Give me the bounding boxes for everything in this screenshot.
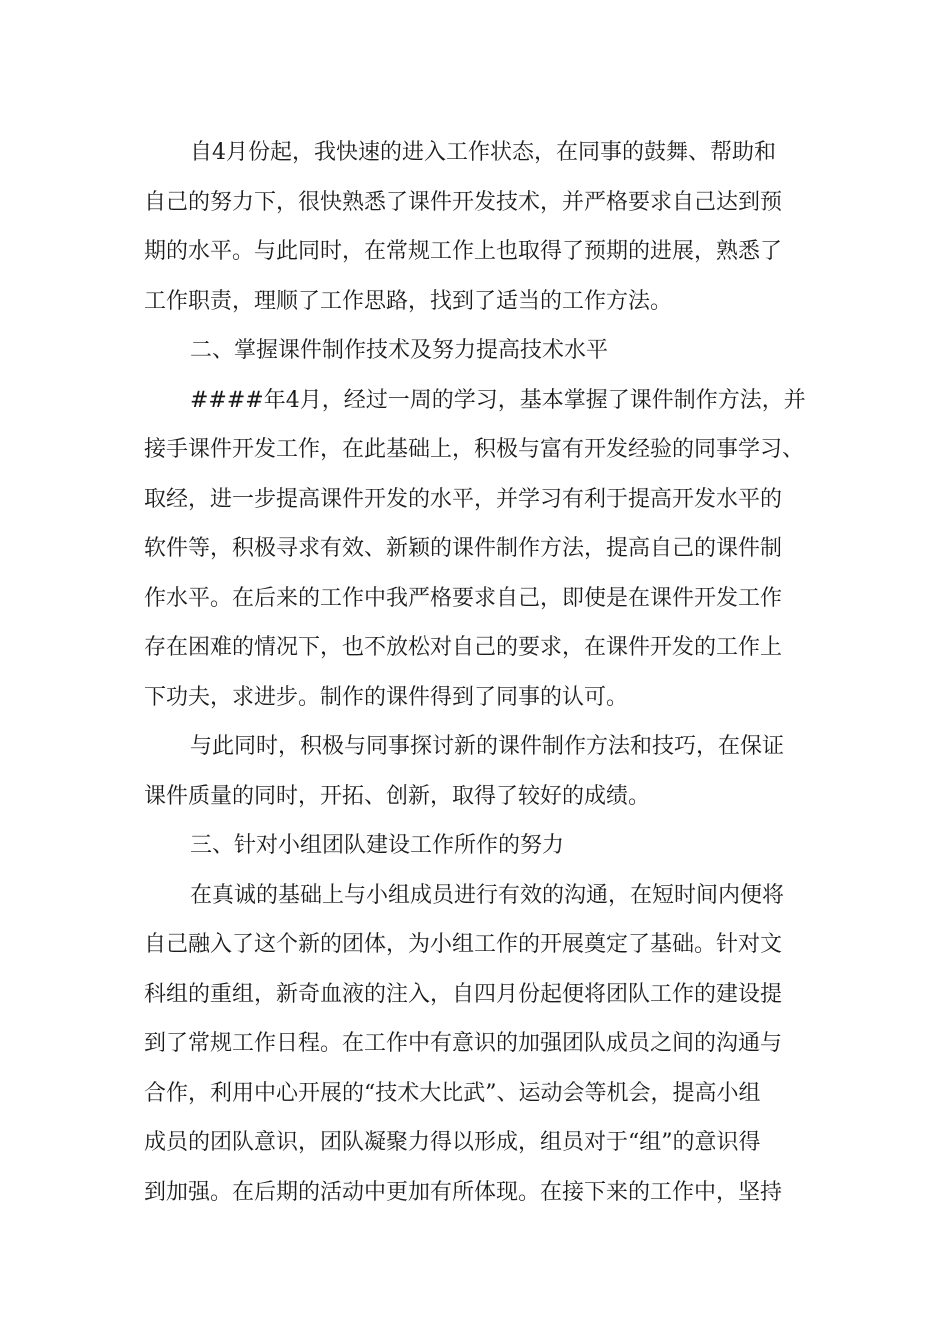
text-line: 自己的努力下，很快熟悉了课件开发技术，并严格要求自己达到预 bbox=[144, 189, 783, 215]
text-line: 取经，进一步提高课件开发的水平，并学习有利于提高开发水平的 bbox=[144, 486, 783, 512]
text-line: 期的水平。与此同时，在常规工作上也取得了预期的进展，熟悉了 bbox=[144, 239, 783, 264]
text-line: 到了常规工作日程。在工作中有意识的加强团队成员之间的沟通与 bbox=[144, 1031, 783, 1056]
text-line: 在真诚的基础上与小组成员进行有效的沟通，在短时间内便将 bbox=[190, 882, 785, 908]
text-line: 成员的团队意识，团队凝聚力得以形成，组员对于“组”的意识得 bbox=[144, 1130, 761, 1155]
text-line: 自己融入了这个新的团体，为小组工作的开展奠定了基础。针对文 bbox=[144, 932, 783, 957]
text-line: 下功夫，求进步。制作的课件得到了同事的认可。 bbox=[144, 684, 629, 710]
text-line: 接手课件开发工作，在此基础上，积极与富有开发经验的同事学习、 bbox=[144, 437, 805, 462]
text-line: 与此同时，积极与同事探讨新的课件制作方法和技巧，在保证 bbox=[190, 734, 785, 759]
text-line: 合作，利用中心开展的“技术大比武”、运动会等机会，提高小组 bbox=[144, 1080, 761, 1106]
text-line: 科组的重组，新奇血液的注入，自四月份起便将团队工作的建设提 bbox=[144, 981, 783, 1007]
text-line: 工作职责，理顺了工作思路，找到了适当的工作方法。 bbox=[144, 288, 673, 314]
text-line: 二、掌握课件制作技术及努力提高技术水平 bbox=[190, 338, 609, 363]
text-line: 自4月份起，我快速的进入工作状态，在同事的鼓舞、帮助和 bbox=[190, 140, 776, 165]
document-body bbox=[144, 128, 824, 1217]
text-line: 存在困难的情况下，也不放松对自己的要求，在课件开发的工作上 bbox=[144, 635, 783, 660]
text-line: 到加强。在后期的活动中更加有所体现。在接下来的工作中，坚持 bbox=[144, 1179, 783, 1205]
text-line: ####年4月，经过一周的学习，基本掌握了课件制作方法，并 bbox=[190, 387, 806, 413]
text-line: 课件质量的同时，开拓、创新，取得了较好的成绩。 bbox=[144, 783, 651, 809]
text-line: 三、针对小组团队建设工作所作的努力 bbox=[190, 833, 565, 858]
text-line: 软件等，积极寻求有效、新颖的课件制作方法，提高自己的课件制 bbox=[144, 536, 783, 561]
text-line: 作水平。在后来的工作中我严格要求自己，即使是在课件开发工作 bbox=[144, 585, 783, 611]
